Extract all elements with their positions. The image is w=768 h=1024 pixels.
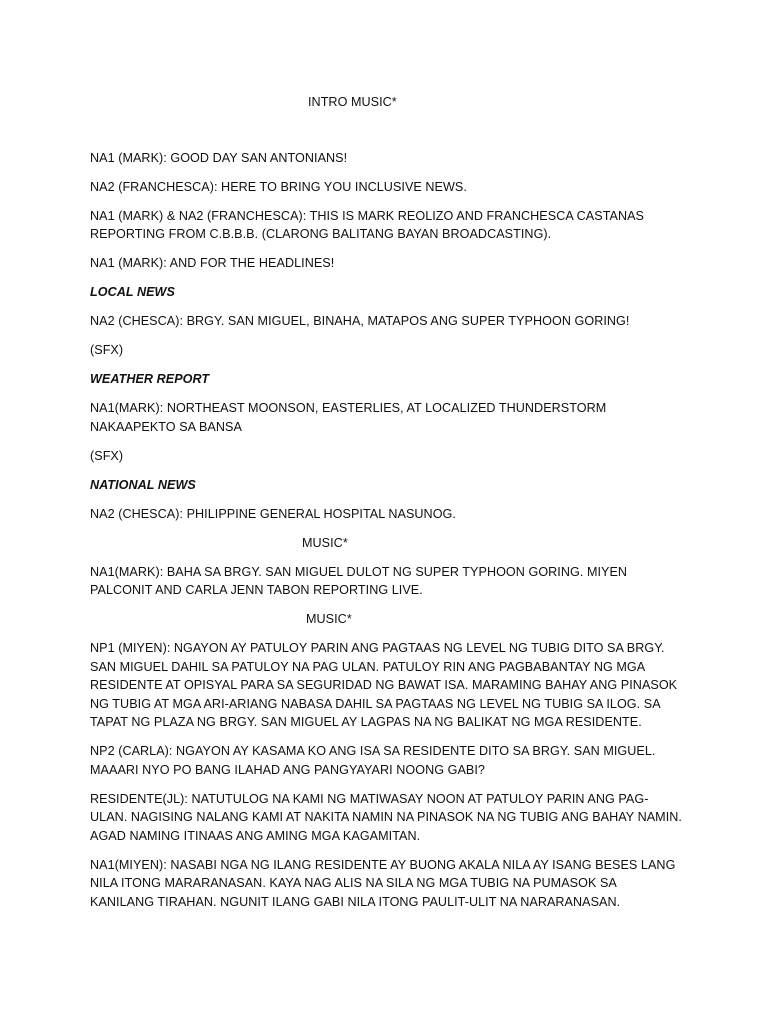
music-cue: MUSIC* — [302, 535, 348, 550]
script-line: NA2 (FRANCHESCA): HERE TO BRING YOU INCLUSIVE NEWS. — [90, 179, 467, 194]
sfx-cue: (SFX) — [90, 448, 124, 463]
section-heading-national-news: NATIONAL NEWS — [90, 477, 196, 492]
music-cue: MUSIC* — [306, 612, 352, 626]
script-line: NA1(MARK): BAHA SA BRGY. SAN MIGUEL DULOT NG SUPER TYPHOON GORING. MIYEN PALCONIT AND CARLA JENN TABON REPORTING LIVE. — [90, 564, 628, 597]
script-line: NP1 (MIYEN): NGAYON AY PATULOY PARIN ANG PAGTAAS NG LEVEL NG TUBIG DITO SA BRGY. SAN MIGUEL DAHIL SA PATULOY NA PAG ULAN. PATULOY RIN ANG PAGBABANTAY NG MGA RESIDENTE AT OPISYAL PARA SA SEGURIDAD NG BAWAT ISA. MARAMING BAHAY ANG PINASOK NG TUBIG AT MGA ARI-ARIANG NABASA DAHIL SA PAGTAAS NG LEVEL NG TUBIG SA ILOG. SA TAPAT NG PLAZA NG BRGY. SAN MIGUEL AY LAGPAS NA NG BALIKAT NG MGA RESIDENTE. — [90, 641, 678, 729]
section-heading-weather-report: WEATHER REPORT — [90, 372, 210, 386]
script-line: NA1(MARK): NORTHEAST MOONSON, EASTERLIES, AT LOCALIZED THUNDERSTORM NAKAAPEKTO SA BANSA — [90, 401, 607, 434]
script-line: RESIDENTE(JL): NATUTULOG NA KAMI NG MATIWASAY NOON AT PATULOY PARIN ANG PAG-ULAN. NAGISING NALANG KAMI AT NAKITA NAMIN NA PINASOK NA NG TUBIG ANG BAHAY NAMIN. AGAD NAMING ITINAAS ANG AMING MGA KAGAMITAN. — [90, 791, 682, 843]
script-line: NA1 (MARK) & NA2 (FRANCHESCA): THIS IS MARK REOLIZO AND FRANCHESCA CASTANAS REPORTING FROM C.B.B.B. (CLARONG BALITANG BAYAN BROADCASTING). — [90, 208, 644, 241]
script-line: NA1 (MARK): AND FOR THE HEADLINES! — [90, 256, 335, 270]
script-line: NA2 (CHESCA): BRGY. SAN MIGUEL, BINAHA, MATAPOS ANG SUPER TYPHOON GORING! — [90, 314, 630, 328]
script-line: NA1 (MARK): GOOD DAY SAN ANTONIANS! — [90, 150, 348, 165]
script-body — [90, 93, 682, 922]
intro-music-cue: INTRO MUSIC* — [308, 95, 397, 109]
sfx-cue: (SFX) — [90, 343, 124, 357]
script-line: NP2 (CARLA): NGAYON AY KASAMA KO ANG ISA SA RESIDENTE DITO SA BRGY. SAN MIGUEL. MAAARI NYO PO BANG ILAHAD ANG PANGYAYARI NOONG GABI? — [90, 744, 656, 777]
script-line: NA2 (CHESCA): PHILIPPINE GENERAL HOSPITAL NASUNOG. — [90, 506, 456, 521]
script-line: NA1(MIYEN): NASABI NGA NG ILANG RESIDENTE AY BUONG AKALA NILA AY ISANG BESES LANG NILA ITONG MARARANASAN. KAYA NAG ALIS NA SILA NG MGA TUBIG NA PUMASOK SA KANILANG TIRAHAN. NGUNIT ILANG GABI NILA ITONG PAULIT-ULIT NA NARARANASAN. — [90, 857, 676, 909]
section-heading-local-news: LOCAL NEWS — [90, 285, 175, 299]
